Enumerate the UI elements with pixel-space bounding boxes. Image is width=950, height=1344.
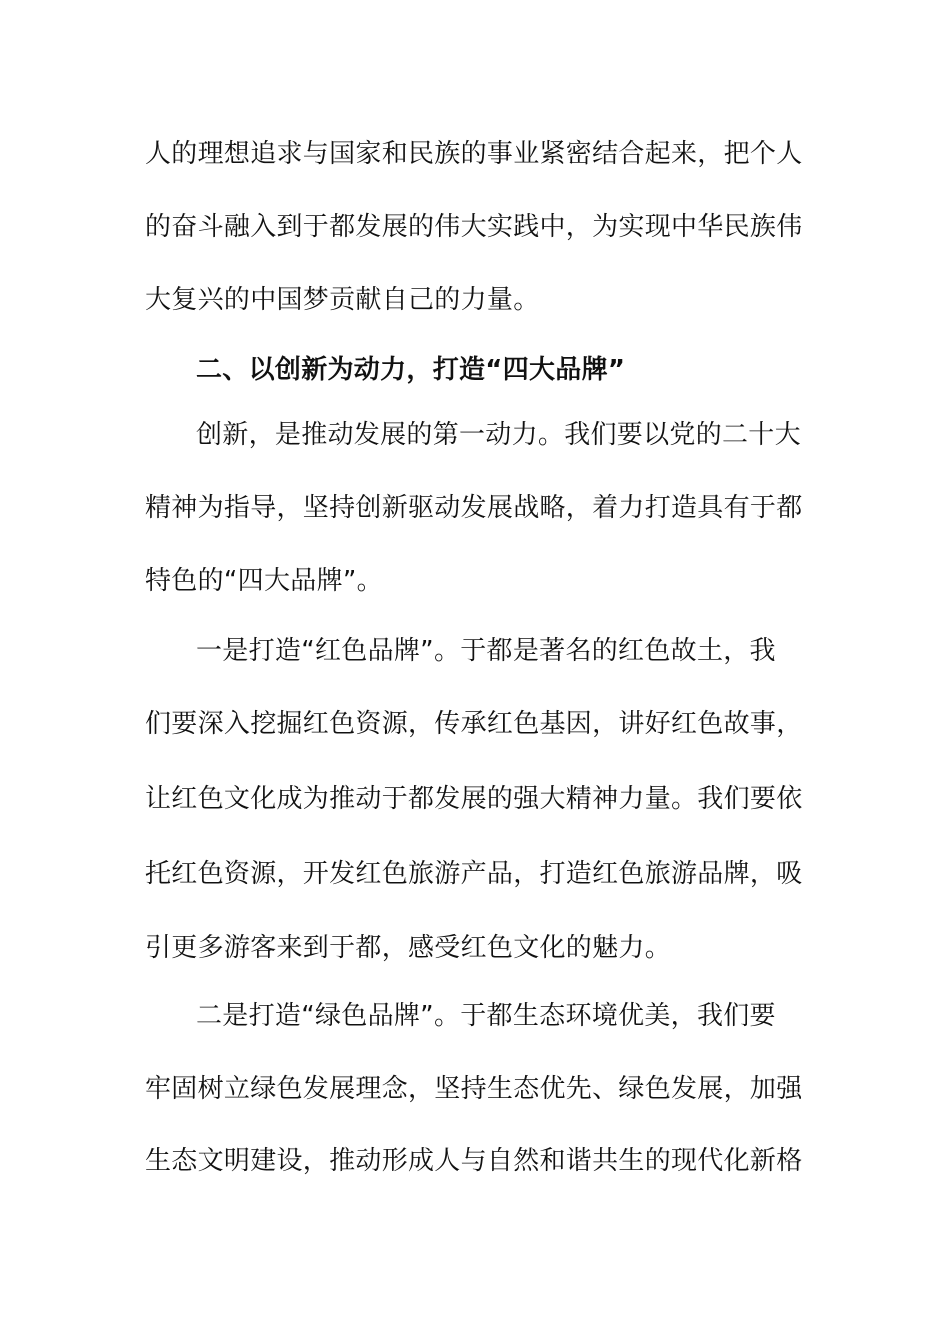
text-line: 一是打造“红色品牌”。于都是著名的红色故土，我 bbox=[196, 636, 776, 666]
text-line: 生态文明建设，推动形成人与自然和谐共生的现代化新格 bbox=[145, 1146, 803, 1176]
text-line: 的奋斗融入到于都发展的伟大实践中，为实现中华民族伟 bbox=[145, 212, 803, 242]
section-heading: 二、以创新为动力，打造“四大品牌” bbox=[196, 355, 626, 385]
text-line: 二是打造“绿色品牌”。于都生态环境优美，我们要 bbox=[196, 1001, 776, 1031]
text-line: 特色的“四大品牌”。 bbox=[145, 566, 383, 596]
text-line: 创新，是推动发展的第一动力。我们要以党的二十大 bbox=[196, 420, 801, 450]
text-line: 大复兴的中国梦贡献自己的力量。 bbox=[145, 285, 540, 315]
text-line: 们要深入挖掘红色资源，传承红色基因，讲好红色故事， bbox=[145, 709, 803, 739]
text-line: 精神为指导，坚持创新驱动发展战略，着力打造具有于都 bbox=[145, 493, 803, 523]
text-line: 托红色资源，开发红色旅游产品，打造红色旅游品牌，吸 bbox=[145, 859, 803, 889]
text-line: 引更多游客来到于都，感受红色文化的魅力。 bbox=[145, 933, 672, 963]
text-line: 牢固树立绿色发展理念，坚持生态优先、绿色发展，加强 bbox=[145, 1074, 803, 1104]
text-line: 让红色文化成为推动于都发展的强大精神力量。我们要依 bbox=[145, 784, 803, 814]
text-line: 人的理想追求与国家和民族的事业紧密结合起来，把个人 bbox=[145, 139, 803, 169]
